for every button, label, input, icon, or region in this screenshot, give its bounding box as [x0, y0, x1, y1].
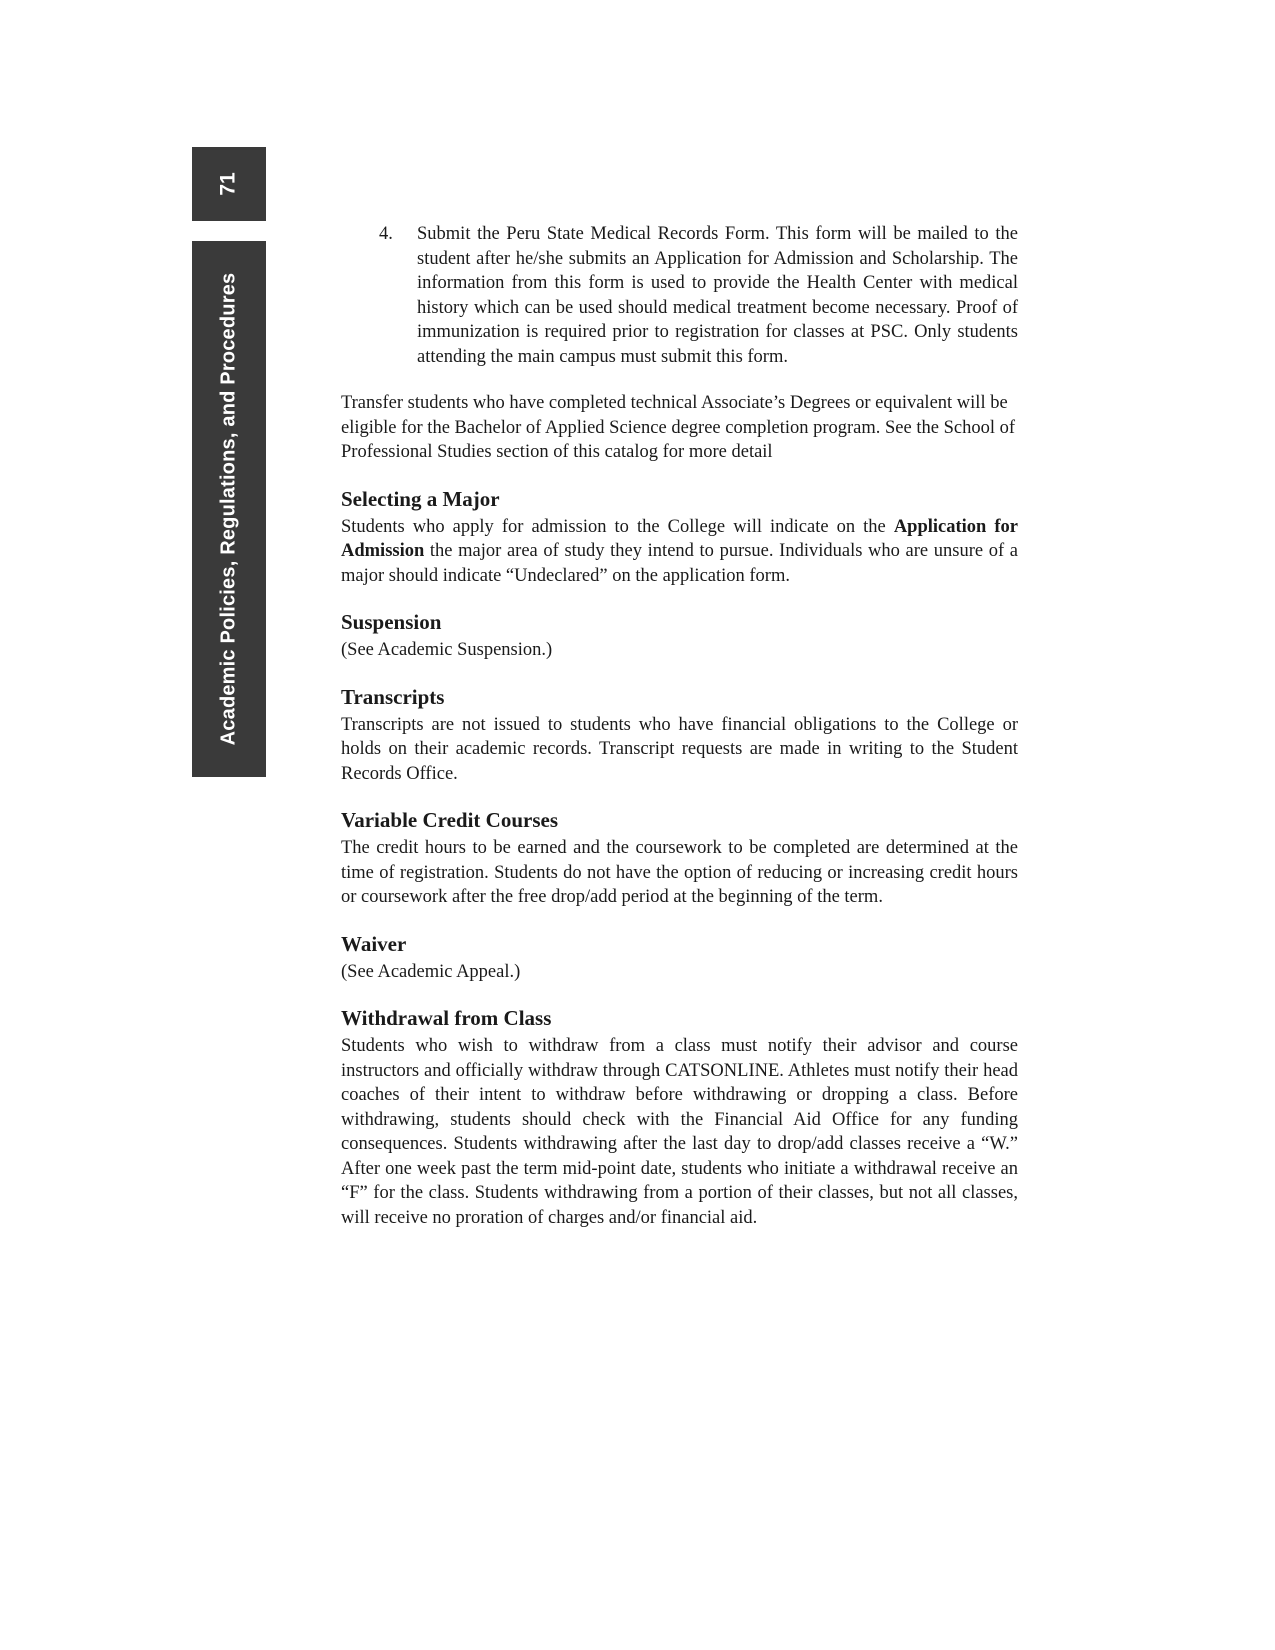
section-heading: Variable Credit Courses — [341, 808, 558, 832]
section-heading: Selecting a Major — [341, 486, 500, 511]
section-heading: Waiver — [341, 931, 407, 956]
body-text: Students who apply for admission to the College will indicate on the — [341, 516, 894, 537]
page-number: 71 — [216, 172, 240, 196]
list-item — [379, 222, 1018, 369]
section-selecting-major — [341, 485, 1018, 589]
body-text: the major area of study they intend to pursue. Individuals who are unsure of a major should indicate “Undeclared” on the application form. — [341, 541, 1018, 586]
section-transcripts — [341, 683, 1018, 787]
section-heading: Withdrawal from Class — [341, 1006, 552, 1030]
page-content — [341, 222, 1018, 1230]
section-heading: Transcripts — [341, 684, 445, 709]
section-variable-credit — [341, 806, 1018, 910]
section-body: (See Academic Appeal.) — [341, 961, 521, 982]
section-heading: Suspension — [341, 610, 442, 634]
section-withdrawal — [341, 1004, 1018, 1230]
section-body: Students who wish to withdraw from a class must notify their advisor and course instructors and officially withdraw through CATSONLINE. Athletes must notify their head coaches of their intent to withdraw before withdrawing or dropping a class. Before withdrawing, students should check with the Financial Aid Office for any funding consequences. Students withdrawing after the last day to drop/add classes receive a “W.” After one week past the term mid-point date, students who initiate a withdrawal receive an “F” for the class. Students withdrawing from a portion of their classes, but not all classes, will receive no proration of charges and/or financial aid. — [341, 1036, 1018, 1228]
bold-term: Application for Admission — [341, 516, 1018, 561]
section-body — [341, 515, 1018, 589]
section-suspension — [341, 608, 1018, 663]
section-body: Transcripts are not issued to students who have financial obligations to the College or holds on their academic records. Transcript requests are made in writing to the Student Records Office. — [341, 714, 1018, 784]
list-item-number: 4. — [379, 224, 393, 244]
list-item-text: Submit the Peru State Medical Records Form. This form will be mailed to the student after he/she submits an Application for Admission and Scholarship. The information from this form is used to provide the Health Center with medical history which can be used should medical treatment become necessary. Proof of immunization is required prior to registration for classes at PSC. Only students attending the main campus must submit this form. — [417, 224, 1018, 367]
section-title: Academic Policies, Regulations, and Procedures — [217, 272, 240, 746]
section-body: The credit hours to be earned and the coursework to be completed are determined at the time of registration. Students do not have the option of reducing or increasing credit hours or coursework after the free drop/add period at the beginning of the term. — [341, 838, 1018, 907]
transfer-paragraph: Transfer students who have completed technical Associate’s Degrees or equivalent will be eligible for the Bachelor of Applied Science degree completion program. See the School of Professional Studies section of this catalog for more detail — [341, 393, 1016, 462]
section-waiver — [341, 930, 1018, 985]
section-body: (See Academic Suspension.) — [341, 640, 553, 660]
section-tab — [192, 241, 266, 777]
page-number-tab — [192, 147, 266, 221]
